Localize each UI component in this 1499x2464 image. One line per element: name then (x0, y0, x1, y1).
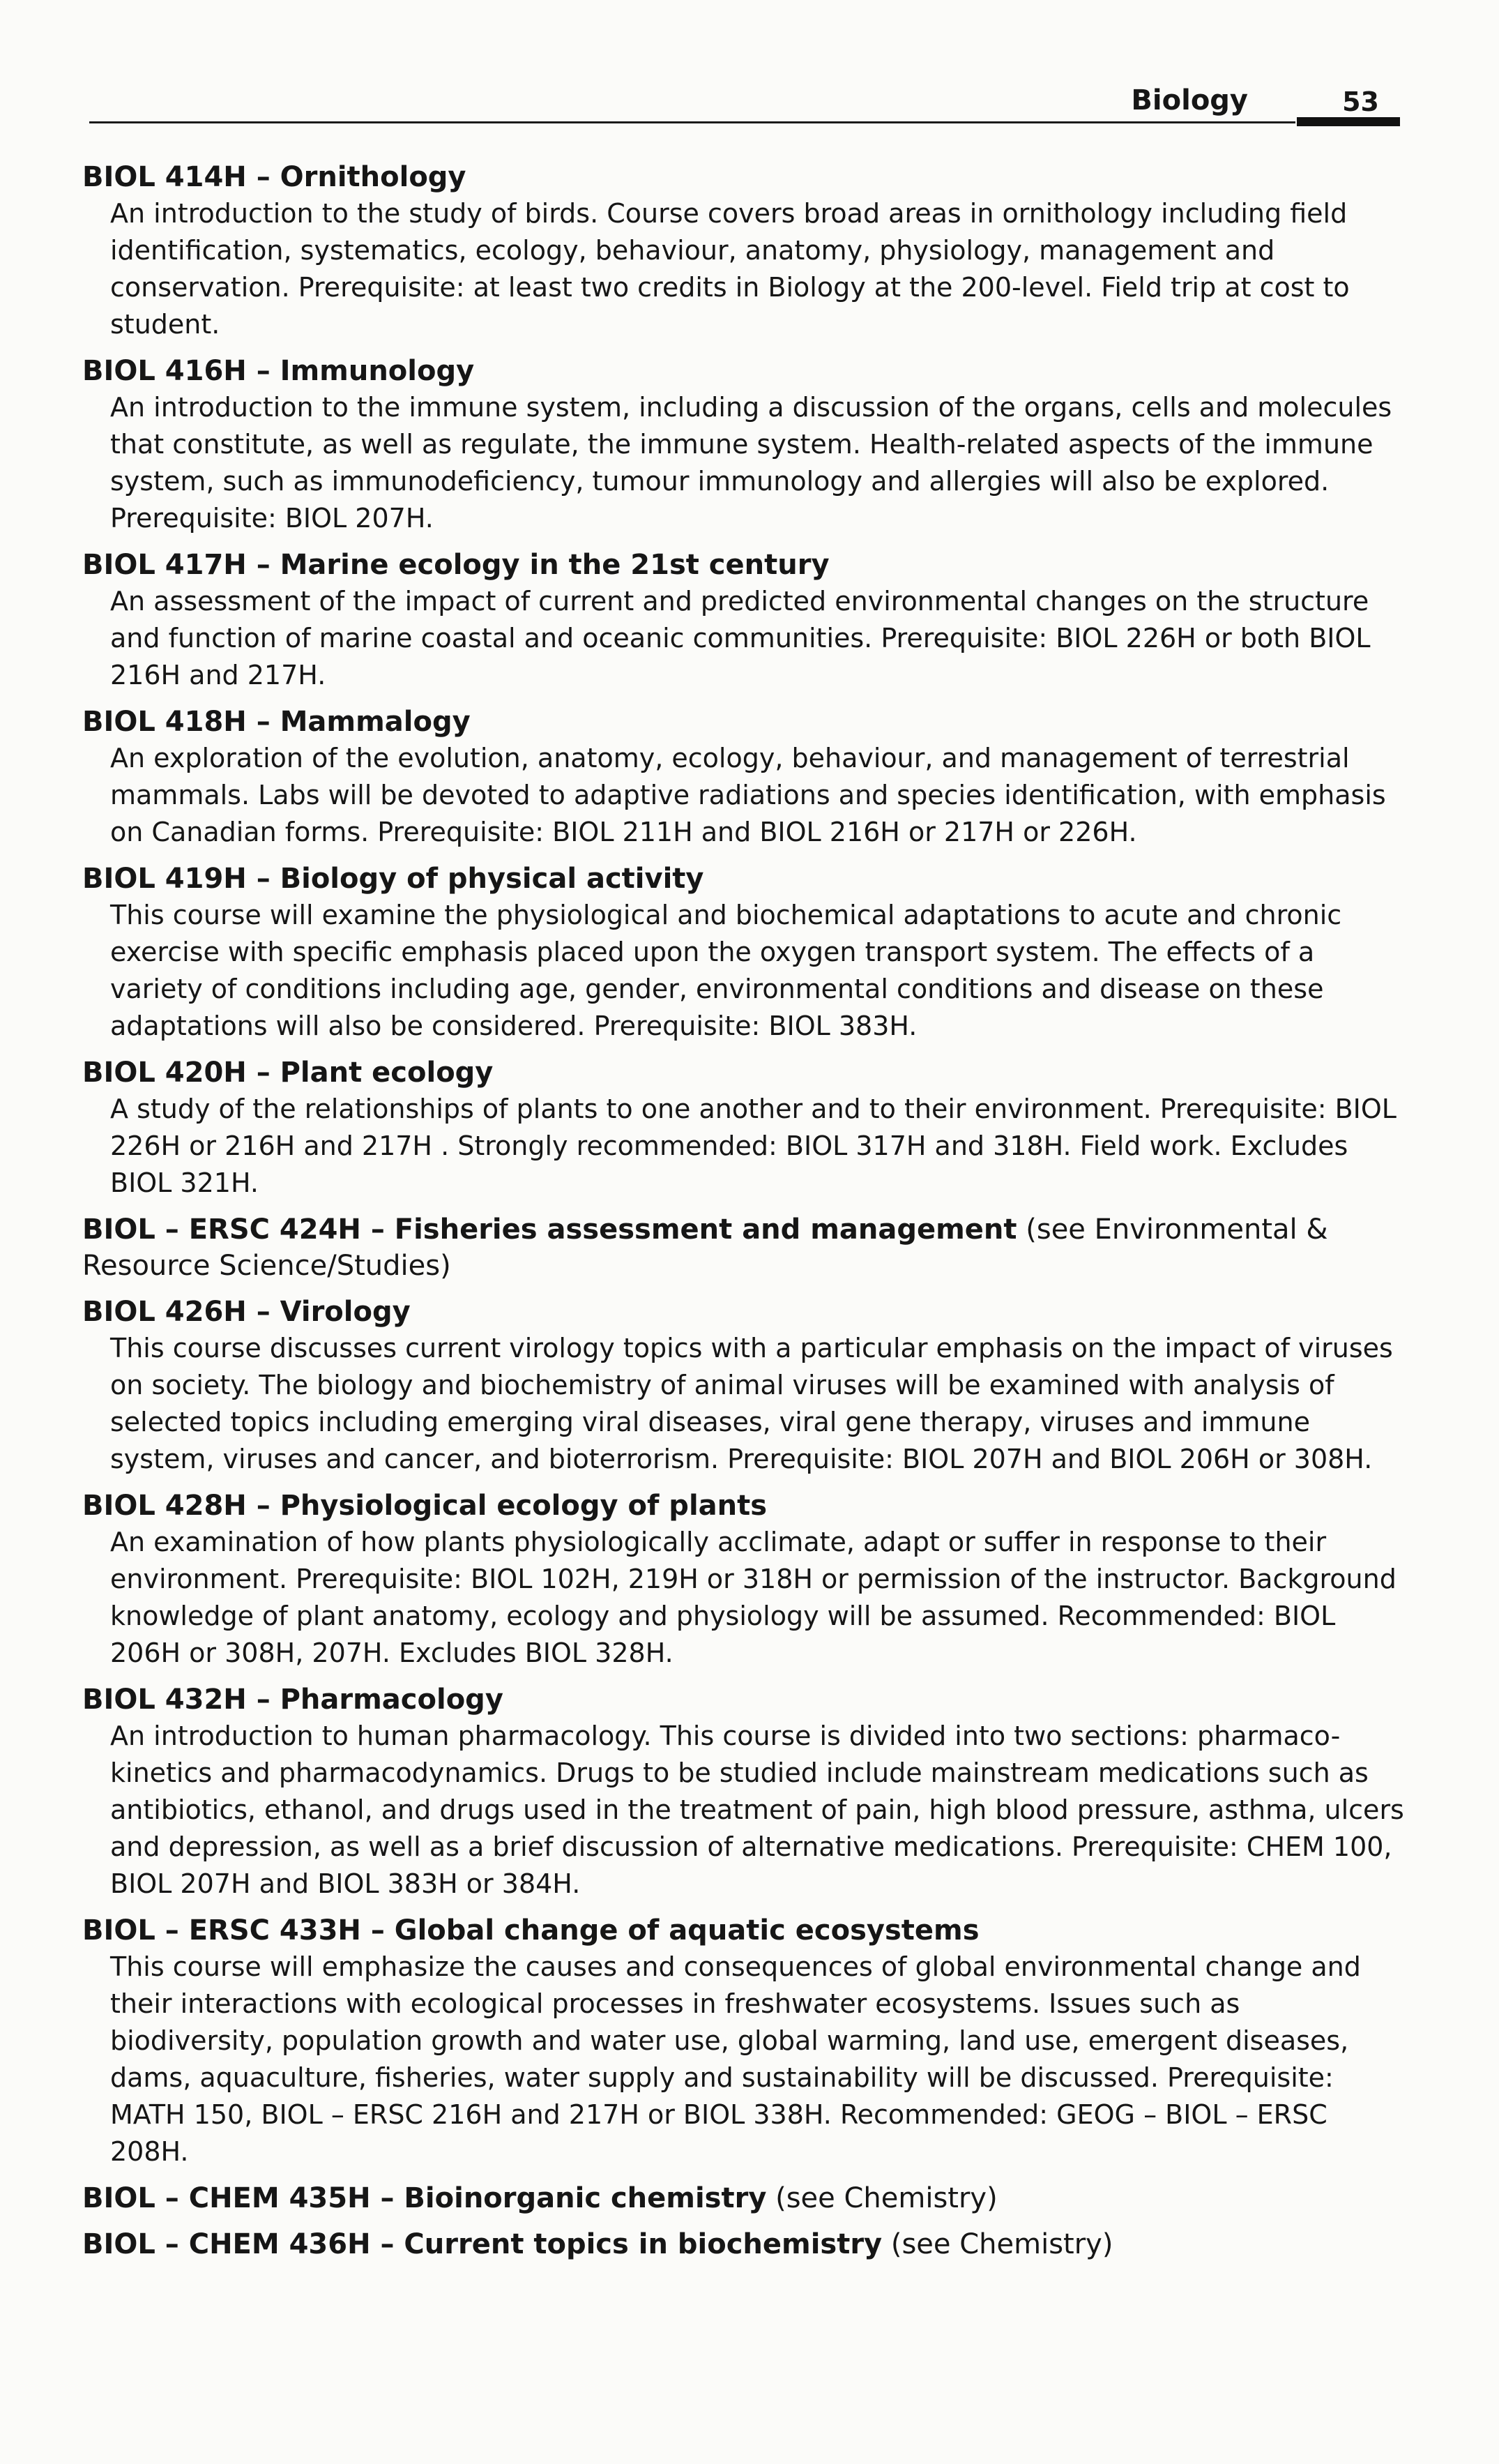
course-entry (82, 2180, 1407, 2216)
course-code-name: BIOL 418H – Mammalogy (82, 706, 471, 738)
course-description: An introduction to the study of birds. Course covers broad areas in ornithology including field identification, systematics, ecology, behaviour, anatomy, physiology, management and conservation. Prerequisite: at least two credits in Biology at the 200-level. Field trip at cost to student. (110, 198, 1350, 340)
course-title (82, 547, 1407, 583)
course-ref: (see Chemistry) (882, 2228, 1113, 2260)
course-title (82, 1912, 1407, 1949)
course-entry (82, 353, 1407, 537)
course-title (82, 861, 1407, 897)
course-code-name: BIOL 426H – Virology (82, 1296, 411, 1328)
course-code-name: BIOL 432H – Pharmacology (82, 1684, 503, 1716)
course-code-name: BIOL 428H – Physiological ecology of plants (82, 1490, 768, 1522)
course-entry (82, 1681, 1407, 1903)
course-entry (82, 1488, 1407, 1672)
page-header (89, 82, 1400, 124)
course-title (82, 1055, 1407, 1091)
course-code-name: BIOL 414H – Ornithology (82, 161, 466, 193)
course-description: An assessment of the impact of current and predicted environmental changes on the structure and function of marine coastal and oceanic communities. Prerequisite: BIOL 226H or both BIOL 216H and 217H. (110, 586, 1371, 690)
course-title (82, 159, 1407, 195)
course-description: An examination of how plants physiologically acclimate, adapt or suffer in response to their environment. Prerequisite: BIOL 102H, 219H or 318H or permission of the instructor. Background knowledge of plant anatomy, ecology and physiology will be assumed. Recommended: BIOL 206H or 308H, 207H. Excludes BIOL 328H. (110, 1527, 1397, 1668)
course-code-name: BIOL – CHEM 436H – Current topics in biochemistry (82, 2228, 883, 2260)
course-description: An introduction to human pharmacology. This course is divided into two sections: pharmaco-kinetics and pharmacodynamics. Drugs to be studied include mainstream medications such as antibiotics, ethanol, and drugs used in the treatment of pain, high blood pressure, asthma, ulcers and depression, as well as a brief discussion of alternative medications. Prerequisite: CHEM 100, BIOL 207H and BIOL 383H or 384H. (110, 1721, 1404, 1899)
course-code-name: BIOL 417H – Marine ecology in the 21st century (82, 549, 830, 581)
course-title (82, 1211, 1407, 1284)
course-code-name: BIOL 416H – Immunology (82, 355, 475, 387)
page-number: 53 (1342, 86, 1379, 117)
course-description: A study of the relationships of plants to one another and to their environment. Prerequisite: BIOL 226H or 216H and 217H . Strongly recommended: BIOL 317H and 318H. Field work. Excludes BIOL 321H. (110, 1094, 1397, 1198)
course-title (82, 1488, 1407, 1524)
course-description: An introduction to the immune system, including a discussion of the organs, cells and molecules that constitute, as well as regulate, the immune system. Health-related aspects of the immune system, such as immunodeficiency, tumour immunology and allergies will also be explored. Prerequisite: BIOL 207H. (110, 392, 1392, 534)
course-entry (82, 1294, 1407, 1478)
course-entry (82, 1211, 1407, 1284)
course-code-name: BIOL – ERSC 424H – Fisheries assessment and management (82, 1214, 1017, 1246)
header-rule (89, 121, 1295, 123)
course-title (82, 2226, 1407, 2262)
course-entry (82, 1912, 1407, 2170)
course-entry (82, 1055, 1407, 1202)
course-description: This course discusses current virology topics with a particular emphasis on the impact of viruses on society. The biology and biochemistry of animal viruses will be examined with analysis of selected topics including emerging viral diseases, viral gene therapy, viruses and immune system, viruses and cancer, and bioterrorism. Prerequisite: BIOL 207H and BIOL 206H or 308H. (110, 1333, 1393, 1474)
course-ref: (see Environmental & Resource Science/Studies) (82, 1214, 1328, 1282)
course-entry (82, 2226, 1407, 2262)
course-entry (82, 861, 1407, 1045)
header-rule-tab (1297, 117, 1400, 126)
course-title (82, 1294, 1407, 1330)
course-code-name: BIOL – CHEM 435H – Bioinorganic chemistry (82, 2182, 767, 2214)
course-code-name: BIOL 420H – Plant ecology (82, 1057, 494, 1089)
course-entry (82, 547, 1407, 694)
course-description: This course will emphasize the causes and consequences of global environmental change and their interactions with ecological processes in freshwater ecosystems. Issues such as biodiversity, population growth and water use, global warming, land use, emergent diseases, dams, aquaculture, fisheries, water supply and sustainability will be discussed. Prerequisite: MATH 150, BIOL – ERSC 216H and 217H or BIOL 338H. Recommended: GEOG – BIOL – ERSC 208H. (110, 1951, 1361, 2167)
course-code-name: BIOL 419H – Biology of physical activity (82, 863, 704, 895)
course-list (82, 159, 1407, 2272)
course-title (82, 1681, 1407, 1718)
course-ref: (see Chemistry) (766, 2182, 998, 2214)
course-entry (82, 159, 1407, 343)
course-title (82, 704, 1407, 740)
course-description: An exploration of the evolution, anatomy, ecology, behaviour, and management of terrestrial mammals. Labs will be devoted to adaptive radiations and species identification, with emphasis on Canadian forms. Prerequisite: BIOL 211H and BIOL 216H or 217H or 226H. (110, 743, 1386, 847)
course-entry (82, 704, 1407, 851)
course-title (82, 2180, 1407, 2216)
section-title: Biology (1131, 84, 1248, 116)
course-title (82, 353, 1407, 389)
course-code-name: BIOL – ERSC 433H – Global change of aquatic ecosystems (82, 1914, 980, 1947)
course-description: This course will examine the physiological and biochemical adaptations to acute and chronic exercise with specific emphasis placed upon the oxygen transport system. The effects of a variety of conditions including age, gender, environmental conditions and disease on these adaptations will also be considered. Prerequisite: BIOL 383H. (110, 900, 1342, 1041)
